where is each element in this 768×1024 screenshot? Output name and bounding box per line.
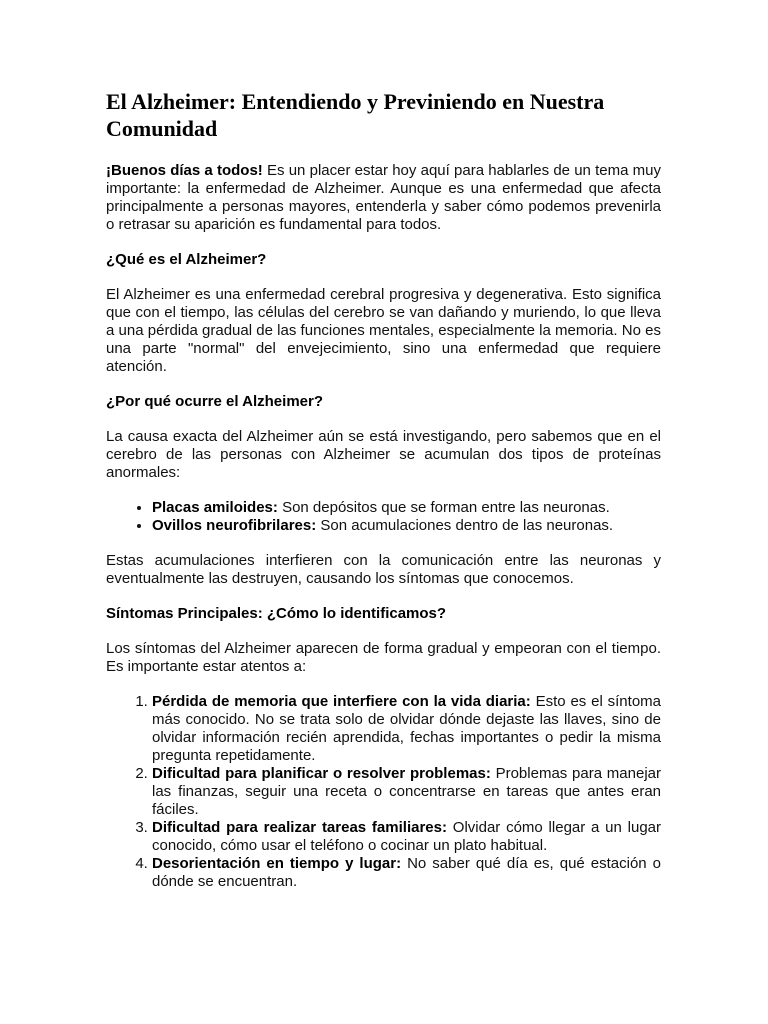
list-item-term: Ovillos neurofibrilares: [152, 517, 317, 534]
list-item-term: Placas amiloides: [152, 499, 278, 516]
document-title: El Alzheimer: Entendiendo y Previniendo en Nuestra Comunidad [106, 89, 605, 141]
list-item [152, 855, 661, 891]
list-item-text: No saber qué día es, qué estación o dónde se encuentran. [152, 855, 661, 890]
list-item [152, 765, 661, 819]
document-page [106, 88, 661, 908]
section-heading-symptoms: Síntomas Principales: ¿Cómo lo identificamos? [106, 605, 447, 622]
list-item [152, 517, 661, 535]
section-heading-why: ¿Por qué ocurre el Alzheimer? [106, 393, 323, 410]
protein-list [106, 499, 661, 535]
list-item [152, 819, 661, 855]
list-item-text: Problemas para manejar las finanzas, seguir una receta o concentrarse en tareas que antes eran fáciles. [152, 765, 661, 818]
list-item-text: Son depósitos que se forman entre las neuronas. [277, 499, 610, 516]
section-paragraph-symptoms: Los síntomas del Alzheimer aparecen de forma gradual y empeoran con el tiempo. Es importante estar atentos a: [106, 640, 661, 675]
list-item [152, 499, 661, 517]
list-item-text: Esto es el síntoma más conocido. No se trata solo de olvidar dónde dejaste las llaves, sino de olvidar información recién aprendida, fechas importantes o pedir la misma pregunta repetidamente. [152, 693, 661, 764]
list-item-text: Olvidar cómo llegar a un lugar conocido, cómo usar el teléfono o cocinar un plato habitual. [152, 819, 662, 854]
list-item-text: Son acumulaciones dentro de las neuronas. [316, 517, 614, 534]
list-item-term: Pérdida de memoria que interfiere con la vida diaria: [152, 693, 531, 710]
list-item-term: Dificultad para realizar tareas familiares: [152, 819, 447, 836]
section-paragraph-what-is: El Alzheimer es una enfermedad cerebral progresiva y degenerativa. Esto significa que con el tiempo, las células del cerebro se van dañando y muriendo, lo que lleva a una pérdida gradual de las funciones mentales, especialmente la memoria. No es una parte "normal" del envejecimiento, sino una enfermedad que requiere atención. [106, 286, 661, 375]
list-item [152, 693, 661, 765]
symptoms-list [106, 693, 661, 891]
section-heading-what-is: ¿Qué es el Alzheimer? [106, 251, 267, 268]
list-item-term: Dificultad para planificar o resolver problemas: [152, 765, 491, 782]
intro-text: Es un placer estar hoy aquí para hablarles de un tema muy importante: la enfermedad de Alzheimer. Aunque es una enfermedad que afecta principalmente a personas mayores, entenderla y saber cómo podemos prevenirla o retrasar su aparición es fundamental para todos. [106, 162, 661, 233]
list-item-term: Desorientación en tiempo y lugar: [152, 855, 402, 872]
intro-lead: ¡Buenos días a todos! [106, 162, 263, 179]
section-paragraph-why: La causa exacta del Alzheimer aún se está investigando, pero sabemos que en el cerebro de las personas con Alzheimer se acumulan dos tipos de proteínas anormales: [106, 428, 661, 481]
intro-paragraph [106, 162, 661, 234]
section-closing-why: Estas acumulaciones interfieren con la comunicación entre las neuronas y eventualmente las destruyen, causando los síntomas que conocemos. [106, 552, 661, 587]
